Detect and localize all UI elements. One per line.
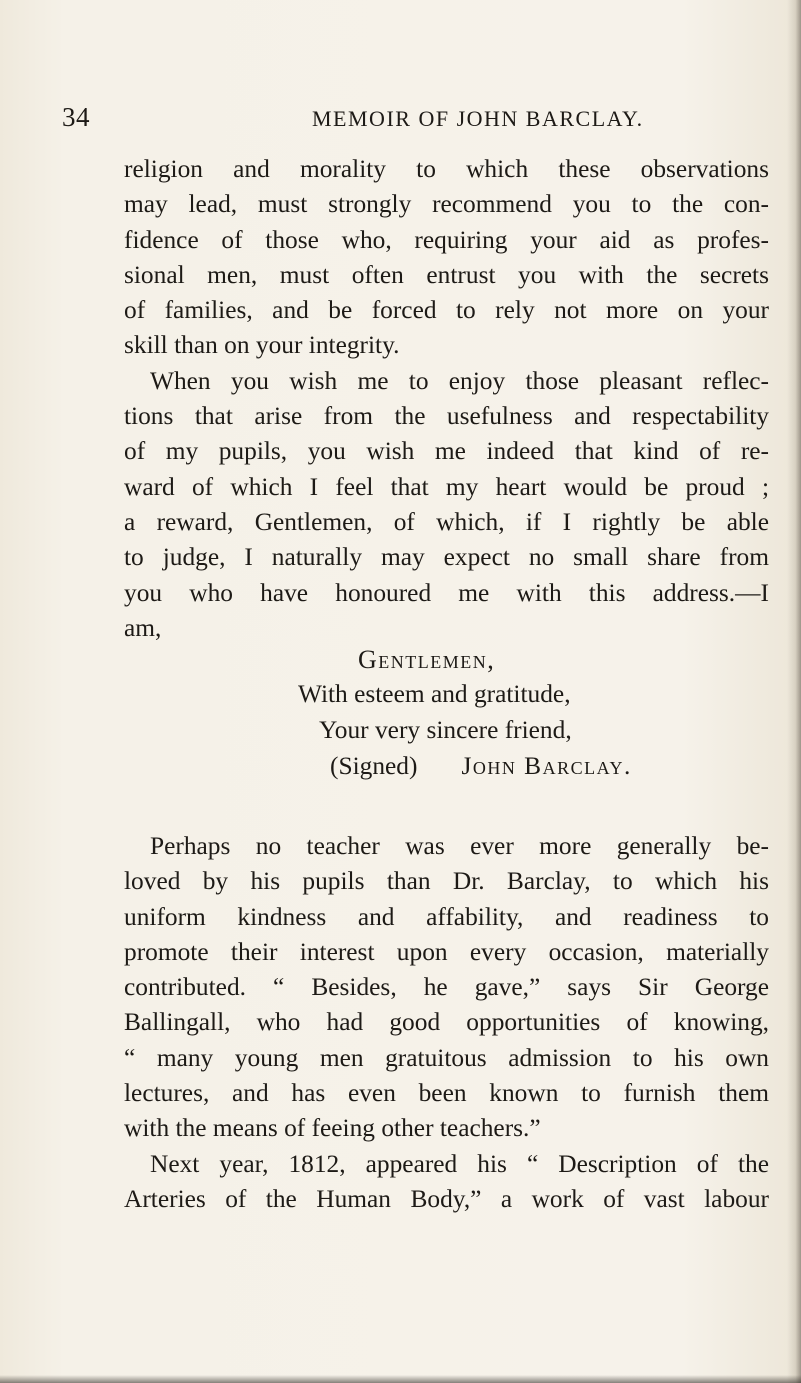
text-line: with the means of feeing other teachers.” [124,1114,541,1143]
text-line: promote their interest upon every occasion, materially [124,937,769,966]
closing-line: With esteem and gratitude, [298,680,571,708]
text-line: tions that arise from the usefulness and respectability [124,402,769,431]
letter-body [124,152,769,646]
text-line: a reward, Gentlemen, of which, if I rightly be able [124,507,769,536]
text-line: of my pupils, you wish me indeed that kind of re- [124,437,769,466]
text-line: may lead, must strongly recommend you to the con- [124,190,769,219]
text-line: of families, and be forced to rely not more on your [124,296,769,325]
text-line: Next year, 1812, appeared his “ Description of the [150,1149,769,1178]
signature-line [330,752,632,781]
page-edge-shadow [787,0,801,1383]
text-line: Arteries of the Human Body,” a work of vast labour [124,1184,769,1213]
text-line: religion and morality to which these observations [124,155,769,183]
page-header [0,102,801,142]
text-line: When you wish me to enjoy those pleasant reflec- [150,366,769,395]
text-line: ward of which I feel that my heart would be proud ; [124,472,769,501]
text-line: you who have honoured me with this address.—I [124,578,769,607]
memoir-text [124,829,769,1217]
closing-line: Your very sincere friend, [319,716,572,744]
signed-label: (Signed) [330,752,418,780]
page-number: 34 [62,102,90,132]
text-line: Ballingall, who had good opportunities of knowing, [124,1008,769,1037]
text-line: “ many young men gratuitous admission to his own [124,1043,769,1072]
text-line: contributed. “ Besides, he gave,” says Sir George [124,973,769,1002]
text-line: loved by his pupils than Dr. Barclay, to which his [124,867,769,896]
page-bottom-shadow [0,1375,801,1383]
text-line: to judge, I naturally may expect no small share from [124,543,769,572]
text-line: uniform kindness and affability, and readiness to [124,902,769,931]
salutation: Gentlemen, [358,645,496,674]
text-line: sional men, must often entrust you with the secrets [124,260,769,289]
text-line: Perhaps no teacher was ever more generally be- [150,832,769,860]
running-head: MEMOIR OF JOHN BARCLAY. [312,106,644,131]
signature-name: John Barclay. [461,752,632,780]
text-line: skill than on your integrity. [124,331,400,360]
text-line: am, [124,613,162,642]
text-line: lectures, and has even been known to furnish them [124,1079,769,1108]
text-line: fidence of those who, requiring your aid as profes- [124,225,769,254]
